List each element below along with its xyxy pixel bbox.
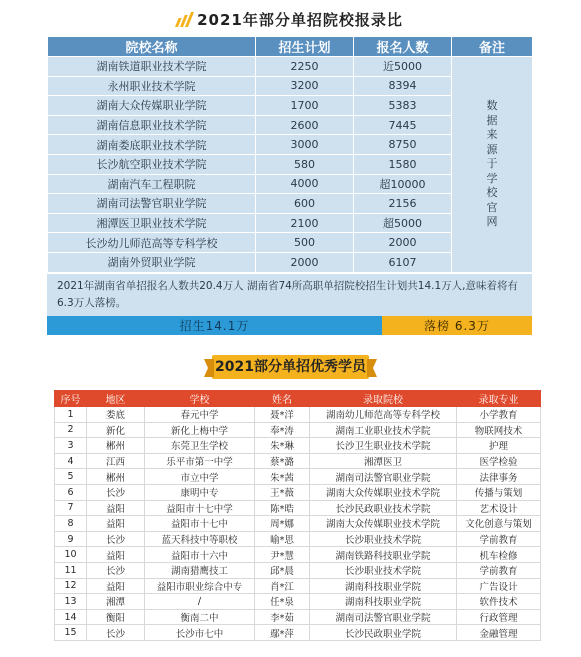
header-note: 备注 bbox=[452, 37, 533, 57]
name-cell: 任*泉 bbox=[255, 594, 310, 610]
table-row bbox=[55, 422, 541, 438]
name-cell: 鄢*萍 bbox=[255, 625, 310, 641]
college-cell: 长沙民政职业学院 bbox=[310, 625, 457, 641]
region-cell: 长沙 bbox=[87, 484, 145, 500]
index-cell: 8 bbox=[55, 516, 87, 532]
plan-cell: 2600 bbox=[256, 115, 354, 135]
major-cell: 学前教育 bbox=[457, 531, 541, 547]
plan-cell: 600 bbox=[256, 194, 354, 214]
applicants-cell: 6107 bbox=[354, 252, 452, 272]
school-cell: 湖南信息职业技术学院 bbox=[48, 115, 256, 135]
name-cell: 奉*涛 bbox=[255, 422, 310, 438]
table-row bbox=[55, 531, 541, 547]
index-cell: 6 bbox=[55, 484, 87, 500]
name-cell: 喻*思 bbox=[255, 531, 310, 547]
region-cell: 衡阳 bbox=[87, 609, 145, 625]
header-index: 序号 bbox=[55, 391, 87, 407]
table-row bbox=[55, 562, 541, 578]
school-cell: 湘潭医卫职业技术学院 bbox=[48, 213, 256, 233]
major-cell: 护理 bbox=[457, 438, 541, 454]
school-cell: 长沙航空职业技术学院 bbox=[48, 154, 256, 174]
school-cell: 蓝天科技中等职校 bbox=[145, 531, 255, 547]
index-cell: 15 bbox=[55, 625, 87, 641]
applicants-cell: 近5000 bbox=[354, 57, 452, 77]
table-row bbox=[55, 625, 541, 641]
major-cell: 广告设计 bbox=[457, 578, 541, 594]
applicants-cell: 超5000 bbox=[354, 213, 452, 233]
header-region: 地区 bbox=[87, 391, 145, 407]
college-cell: 长沙卫生职业技术学院 bbox=[310, 438, 457, 454]
school-cell: 市立中学 bbox=[145, 469, 255, 485]
region-cell: 郴州 bbox=[87, 438, 145, 454]
name-cell: 聂*洋 bbox=[255, 407, 310, 423]
table-row bbox=[55, 500, 541, 516]
index-cell: 3 bbox=[55, 438, 87, 454]
major-cell: 传播与策划 bbox=[457, 484, 541, 500]
table-header-row bbox=[55, 391, 541, 407]
school-cell: 新化上梅中学 bbox=[145, 422, 255, 438]
college-cell: 湘潭医卫 bbox=[310, 453, 457, 469]
table-body bbox=[55, 407, 541, 641]
admission-bar bbox=[47, 316, 532, 335]
name-cell: 尹*慧 bbox=[255, 547, 310, 563]
table-row bbox=[48, 57, 533, 77]
table-row bbox=[55, 469, 541, 485]
table-row bbox=[55, 547, 541, 563]
plan-cell: 3000 bbox=[256, 135, 354, 155]
name-cell: 肖*江 bbox=[255, 578, 310, 594]
region-cell: 新化 bbox=[87, 422, 145, 438]
region-cell: 娄底 bbox=[87, 407, 145, 423]
college-cell: 长沙职业技术学院 bbox=[310, 562, 457, 578]
index-cell: 1 bbox=[55, 407, 87, 423]
index-cell: 2 bbox=[55, 422, 87, 438]
table-row bbox=[55, 407, 541, 423]
school-cell: 湖南娄底职业技术学院 bbox=[48, 135, 256, 155]
applicants-cell: 2156 bbox=[354, 194, 452, 214]
region-cell: 益阳 bbox=[87, 500, 145, 516]
school-cell: 春元中学 bbox=[145, 407, 255, 423]
region-cell: 益阳 bbox=[87, 516, 145, 532]
plan-cell: 580 bbox=[256, 154, 354, 174]
header-major: 录取专业 bbox=[457, 391, 541, 407]
index-cell: 13 bbox=[55, 594, 87, 610]
college-cell: 湖南科技职业学院 bbox=[310, 594, 457, 610]
note-text: 数据来源于学校官网 bbox=[486, 99, 498, 229]
school-cell: 湖南猎鹰技工 bbox=[145, 562, 255, 578]
college-cell: 长沙民政职业技术学院 bbox=[310, 500, 457, 516]
index-cell: 9 bbox=[55, 531, 87, 547]
major-cell: 学前教育 bbox=[457, 562, 541, 578]
college-cell: 湖南工业职业技术学院 bbox=[310, 422, 457, 438]
major-cell: 医学检验 bbox=[457, 453, 541, 469]
school-cell: 湖南汽车工程职院 bbox=[48, 174, 256, 194]
section1-title bbox=[0, 6, 581, 32]
region-cell: 江西 bbox=[87, 453, 145, 469]
failed-segment: 落榜 6.3万 bbox=[382, 316, 532, 335]
region-cell: 湘潭 bbox=[87, 594, 145, 610]
note-cell bbox=[452, 57, 533, 273]
school-cell: 益阳市十六中 bbox=[145, 547, 255, 563]
table-row bbox=[55, 484, 541, 500]
region-cell: 郴州 bbox=[87, 469, 145, 485]
name-cell: 蔡*潞 bbox=[255, 453, 310, 469]
table-row bbox=[55, 438, 541, 454]
school-cell: 东莞卫生学校 bbox=[145, 438, 255, 454]
admitted-segment: 招生14.1万 bbox=[47, 316, 382, 335]
school-cell: 湖南铁道职业技术学院 bbox=[48, 57, 256, 77]
school-cell: 湖南大众传媒职业学院 bbox=[48, 96, 256, 116]
table-body bbox=[48, 57, 533, 273]
school-cell: 湖南外贸职业学院 bbox=[48, 252, 256, 272]
applicants-cell: 5383 bbox=[354, 96, 452, 116]
header-applicants: 报名人数 bbox=[354, 37, 452, 57]
index-cell: 14 bbox=[55, 609, 87, 625]
index-cell: 11 bbox=[55, 562, 87, 578]
applicants-cell: 7445 bbox=[354, 115, 452, 135]
admission-ratio-table bbox=[47, 36, 533, 273]
applicants-cell: 2000 bbox=[354, 233, 452, 253]
plan-cell: 2000 bbox=[256, 252, 354, 272]
school-cell: / bbox=[145, 594, 255, 610]
major-cell: 软件技术 bbox=[457, 594, 541, 610]
school-cell: 湖南司法警官职业学院 bbox=[48, 194, 256, 214]
region-cell: 长沙 bbox=[87, 625, 145, 641]
applicants-cell: 8750 bbox=[354, 135, 452, 155]
region-cell: 益阳 bbox=[87, 547, 145, 563]
table-row bbox=[55, 578, 541, 594]
index-cell: 10 bbox=[55, 547, 87, 563]
name-cell: 朱*琳 bbox=[255, 438, 310, 454]
name-cell: 邱*晨 bbox=[255, 562, 310, 578]
index-cell: 5 bbox=[55, 469, 87, 485]
major-cell: 金融管理 bbox=[457, 625, 541, 641]
table-header-row bbox=[48, 37, 533, 57]
section2-title bbox=[212, 351, 369, 381]
school-cell: 益阳市职业综合中专 bbox=[145, 578, 255, 594]
slash-accent-icon bbox=[175, 12, 194, 27]
major-cell: 文化创意与策划 bbox=[457, 516, 541, 532]
college-cell: 湖南铁路科技职业学院 bbox=[310, 547, 457, 563]
school-cell: 长沙市七中 bbox=[145, 625, 255, 641]
major-cell: 法律事务 bbox=[457, 469, 541, 485]
college-cell: 湖南幼儿师范高等专科学校 bbox=[310, 407, 457, 423]
table-row bbox=[55, 594, 541, 610]
school-cell: 衡南二中 bbox=[145, 609, 255, 625]
name-cell: 周*娜 bbox=[255, 516, 310, 532]
applicants-cell: 1580 bbox=[354, 154, 452, 174]
college-cell: 湖南科技职业学院 bbox=[310, 578, 457, 594]
table-row bbox=[55, 609, 541, 625]
major-cell: 机车检修 bbox=[457, 547, 541, 563]
region-cell: 长沙 bbox=[87, 562, 145, 578]
students-table bbox=[54, 390, 541, 641]
college-cell: 湖南大众传媒职业技术学院 bbox=[310, 516, 457, 532]
plan-cell: 2100 bbox=[256, 213, 354, 233]
table-row bbox=[55, 516, 541, 532]
major-cell: 小学教育 bbox=[457, 407, 541, 423]
plan-cell: 1700 bbox=[256, 96, 354, 116]
major-cell: 物联网技术 bbox=[457, 422, 541, 438]
index-cell: 7 bbox=[55, 500, 87, 516]
header-plan: 招生计划 bbox=[256, 37, 354, 57]
school-cell: 永州职业技术学院 bbox=[48, 76, 256, 96]
table-row bbox=[55, 453, 541, 469]
index-cell: 4 bbox=[55, 453, 87, 469]
college-cell: 湖南司法警官职业学院 bbox=[310, 469, 457, 485]
name-cell: 李*茹 bbox=[255, 609, 310, 625]
applicants-cell: 超10000 bbox=[354, 174, 452, 194]
name-cell: 陈*晧 bbox=[255, 500, 310, 516]
name-cell: 王*薇 bbox=[255, 484, 310, 500]
header-name: 姓名 bbox=[255, 391, 310, 407]
plan-cell: 500 bbox=[256, 233, 354, 253]
plan-cell: 2250 bbox=[256, 57, 354, 77]
name-cell: 朱*茜 bbox=[255, 469, 310, 485]
school-cell: 益阳市十七中学 bbox=[145, 500, 255, 516]
section1-title-text: 2021年部分单招院校报录比 bbox=[197, 10, 403, 29]
major-cell: 行政管理 bbox=[457, 609, 541, 625]
section2-title-text: 2021部分单招优秀学员 bbox=[215, 359, 366, 375]
applicants-cell: 8394 bbox=[354, 76, 452, 96]
header-school: 学校 bbox=[145, 391, 255, 407]
index-cell: 12 bbox=[55, 578, 87, 594]
region-cell: 长沙 bbox=[87, 531, 145, 547]
school-cell: 康明中专 bbox=[145, 484, 255, 500]
summary-text: 2021年湖南省单招报名人数共20.4万人 湖南省74所高职单招院校招生计划共14.1万人,意味着将有6.3万人落榜。 bbox=[47, 274, 532, 316]
college-cell: 湖南司法警官职业学院 bbox=[310, 609, 457, 625]
header-school: 院校名称 bbox=[48, 37, 256, 57]
college-cell: 长沙职业技术学院 bbox=[310, 531, 457, 547]
school-cell: 长沙幼儿师范高等专科学校 bbox=[48, 233, 256, 253]
header-college: 录取院校 bbox=[310, 391, 457, 407]
region-cell: 益阳 bbox=[87, 578, 145, 594]
school-cell: 益阳市十七中 bbox=[145, 516, 255, 532]
college-cell: 湖南大众传媒职业技术学院 bbox=[310, 484, 457, 500]
school-cell: 乐平市第一中学 bbox=[145, 453, 255, 469]
plan-cell: 3200 bbox=[256, 76, 354, 96]
plan-cell: 4000 bbox=[256, 174, 354, 194]
major-cell: 艺术设计 bbox=[457, 500, 541, 516]
